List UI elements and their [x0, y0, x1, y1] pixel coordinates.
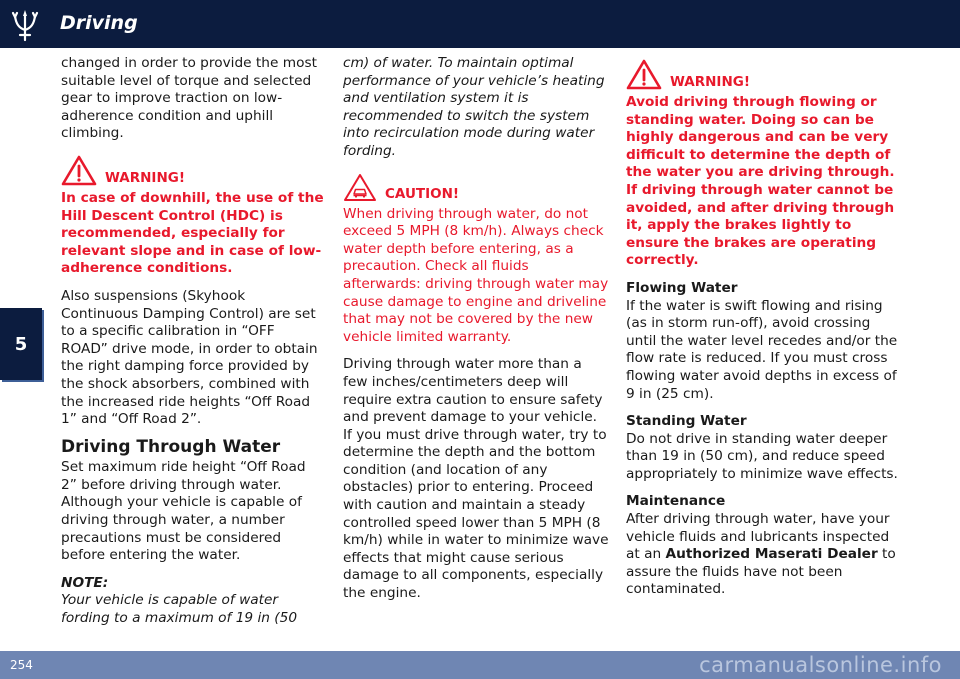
chapter-title: Driving	[60, 12, 138, 34]
section-heading: Driving Through Water	[61, 436, 281, 457]
warning-header	[61, 155, 325, 186]
warning-title: WARNING!	[670, 74, 750, 90]
column-1	[61, 55, 325, 638]
caution-title: CAUTION!	[385, 185, 460, 202]
warning-text: Avoid driving through flowing or standing water. Doing so can be highly dangerous and can be very difficult to determine the depth of the water you are driving through. If driving through water cannot be avoided, and after driving through it, apply the brakes lightly to ensure the brakes are operating correctly.	[626, 94, 895, 269]
note-label: NOTE:	[61, 574, 109, 591]
dealer-name: Authorized Maserati Dealer	[665, 546, 878, 563]
chapter-tab: 5	[0, 308, 42, 380]
maintenance-heading: Maintenance	[626, 493, 726, 510]
maserati-trident-icon	[10, 8, 40, 42]
column-3	[626, 55, 898, 609]
warning-header	[626, 59, 898, 90]
warning-triangle-icon	[61, 155, 97, 186]
column-2	[343, 55, 609, 613]
note-text: Your vehicle is capable of water fording to a maximum of 19 in (50	[61, 592, 298, 627]
maintenance-text-after: to assure the fluids have not been contaminated.	[626, 546, 896, 598]
suspension-paragraph: Also suspensions (Skyhook Continuous Damping Control) are set to a specific calibration in “OFF ROAD” drive mode, in order to obtain the right damping force provided by the shock absorbers, combined with the increased ride heights “Off Road 1” and “Off Road 2”.	[61, 287, 318, 428]
warning-text: In case of downhill, the use of the Hill Descent Control (HDC) is recommended, especially for relevant slope and in case of low-adherence conditions.	[61, 189, 324, 277]
maintenance-text	[626, 511, 898, 599]
caution-text: When driving through water, do not exceed 5 MPH (8 km/h). Always check water depth before entering, as a precaution. Check all fluids afterwards: driving through water may cause damage to engine and driveline that may not be covered by the new vehicle limited warranty.	[343, 205, 609, 345]
page-number: 254	[10, 658, 33, 672]
intro-paragraph: changed in order to provide the most suitable level of torque and selected gear to improve traction on low-adherence condition and uphill climbing.	[61, 55, 317, 142]
watermark: carmanualsonline.info	[699, 653, 942, 677]
caution-car-icon	[343, 173, 377, 202]
section-paragraph: Set maximum ride height “Off Road 2” before driving through water. Although your vehicle is capable of driving through water, a number precautions must be considered before entering the water.	[61, 459, 306, 564]
standing-water-text: Do not drive in standing water deeper than 19 in (50 cm), and reduce speed appropriately to minimize wave effects.	[626, 430, 898, 482]
page-header	[0, 0, 960, 48]
note-continuation: cm) of water. To maintain optimal performance of your vehicle’s heating and ventilation system it is recommended to switch the system into recirculation mode during water fording.	[343, 55, 605, 159]
flowing-water-heading: Flowing Water	[626, 279, 738, 296]
warning-title: WARNING!	[105, 169, 185, 186]
maintenance-text-before: After driving through water, have your vehicle fluids and lubricants inspected at an	[626, 511, 890, 563]
warning-triangle-icon	[626, 59, 662, 90]
body-paragraph: Driving through water more than a few inches/centimeters deep will require extra caution to ensure safety and prevent damage to your vehicle. If you must drive through water, try to determine the depth and the bottom condition (and location of any obstacles) prior to entering. Proceed with caution and maintain a steady controlled speed lower than 5 MPH (8 km/h) while in water to minimize wave effects that might cause serious damage to all components, especially the engine.	[343, 356, 609, 602]
page-footer	[0, 651, 960, 679]
flowing-water-text: If the water is swift flowing and rising (as in storm run-off), avoid crossing until the water level recedes and/or the flow rate is reduced. If you must cross flowing water avoid depths in excess of 9 in (25 cm).	[626, 297, 898, 402]
standing-water-heading: Standing Water	[626, 413, 747, 430]
caution-header	[343, 173, 609, 202]
